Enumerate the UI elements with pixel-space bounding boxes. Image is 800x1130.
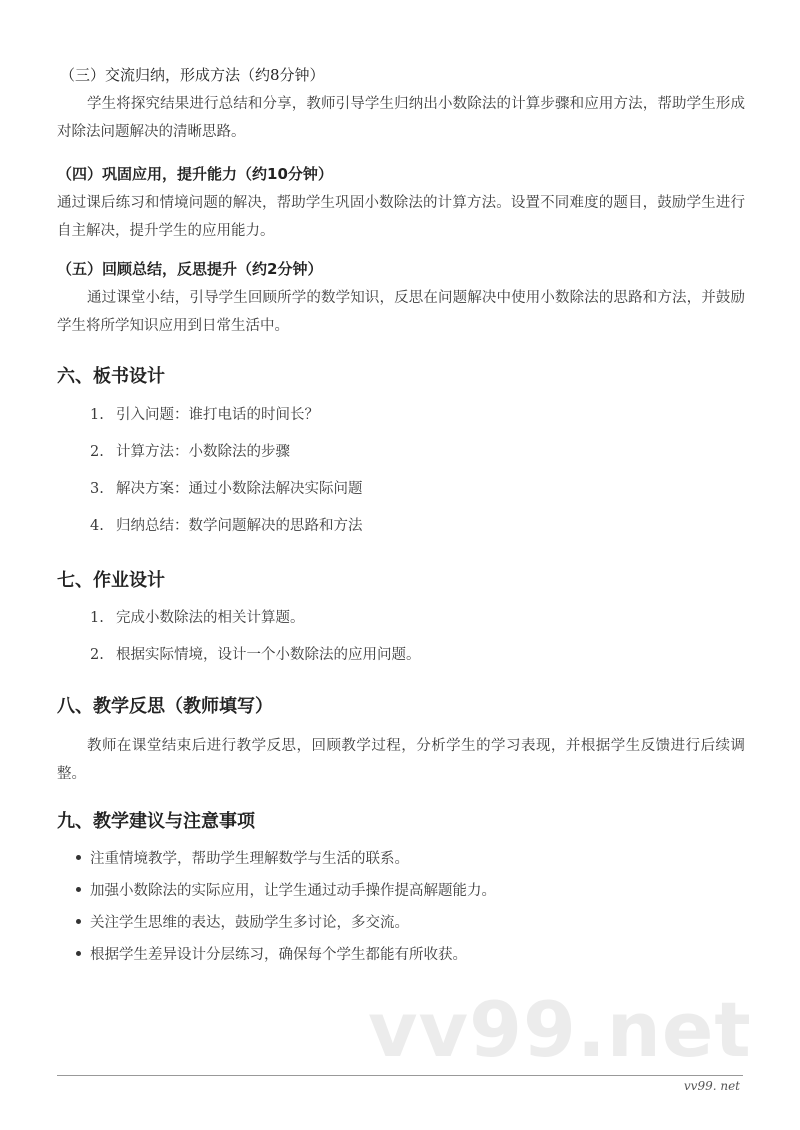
bullet-item: 加强小数除法的实际应用，让学生通过动手操作提高解题能力。 (76, 879, 496, 900)
section-heading-reflection: 八、教学反思（教师填写） (57, 696, 273, 717)
list-item: 4. 归纳总结：数学问题解决的思路和方法 (90, 518, 363, 534)
section-heading-homework: 七、作业设计 (57, 570, 165, 591)
list-item: 1. 完成小数除法的相关计算题。 (90, 610, 305, 626)
subsection-heading-4: （四）巩固应用，提升能力（约10分钟） (57, 165, 333, 183)
list-item: 3. 解决方案：通过小数除法解决实际问题 (90, 481, 363, 497)
reflection-body: 教师在课堂结束后进行教学反思，回顾教学过程，分析学生的学习表现，并根据学生反馈进行后续调整。 (57, 738, 745, 782)
watermark: vv99.net (368, 985, 752, 1074)
footer-site-label: vv99. net (683, 1079, 740, 1093)
bullet-icon (76, 851, 84, 859)
bullet-item: 注重情境教学，帮助学生理解数学与生活的联系。 (76, 847, 409, 868)
list-item: 1. 引入问题：谁打电话的时间长？ (90, 407, 319, 423)
bullet-item: 根据学生差异设计分层练习，确保每个学生都能有所收获。 (76, 943, 467, 964)
subsection-heading-5: （五）回顾总结，反思提升（约2分钟） (57, 260, 323, 278)
section-heading-board-design: 六、板书设计 (57, 366, 165, 387)
list-item: 2. 计算方法：小数除法的步骤 (90, 444, 290, 460)
section-heading-advice: 九、教学建议与注意事项 (57, 811, 255, 832)
subsection-heading-3: （三）交流归纳，形成方法（约8分钟） (60, 66, 325, 84)
subsection-body-5: 通过课堂小结，引导学生回顾所学的数学知识，反思在问题解决中使用小数除法的思路和方法，并鼓励学生将所学知识应用到日常生活中。 (57, 290, 745, 334)
footer-divider (57, 1075, 743, 1076)
subsection-body-4: 通过课后练习和情境问题的解决，帮助学生巩固小数除法的计算方法。设置不同难度的题目，鼓励学生进行自主解决，提升学生的应用能力。 (57, 195, 745, 239)
bullet-item: 关注学生思维的表达，鼓励学生多讨论，多交流。 (76, 911, 409, 932)
bullet-icon (76, 947, 84, 955)
bullet-icon (76, 915, 84, 923)
subsection-body-3: 学生将探究结果进行总结和分享，教师引导学生归纳出小数除法的计算步骤和应用方法，帮助学生形成对除法问题解决的清晰思路。 (57, 96, 745, 140)
list-item: 2. 根据实际情境，设计一个小数除法的应用问题。 (90, 647, 421, 663)
bullet-icon (76, 883, 84, 891)
